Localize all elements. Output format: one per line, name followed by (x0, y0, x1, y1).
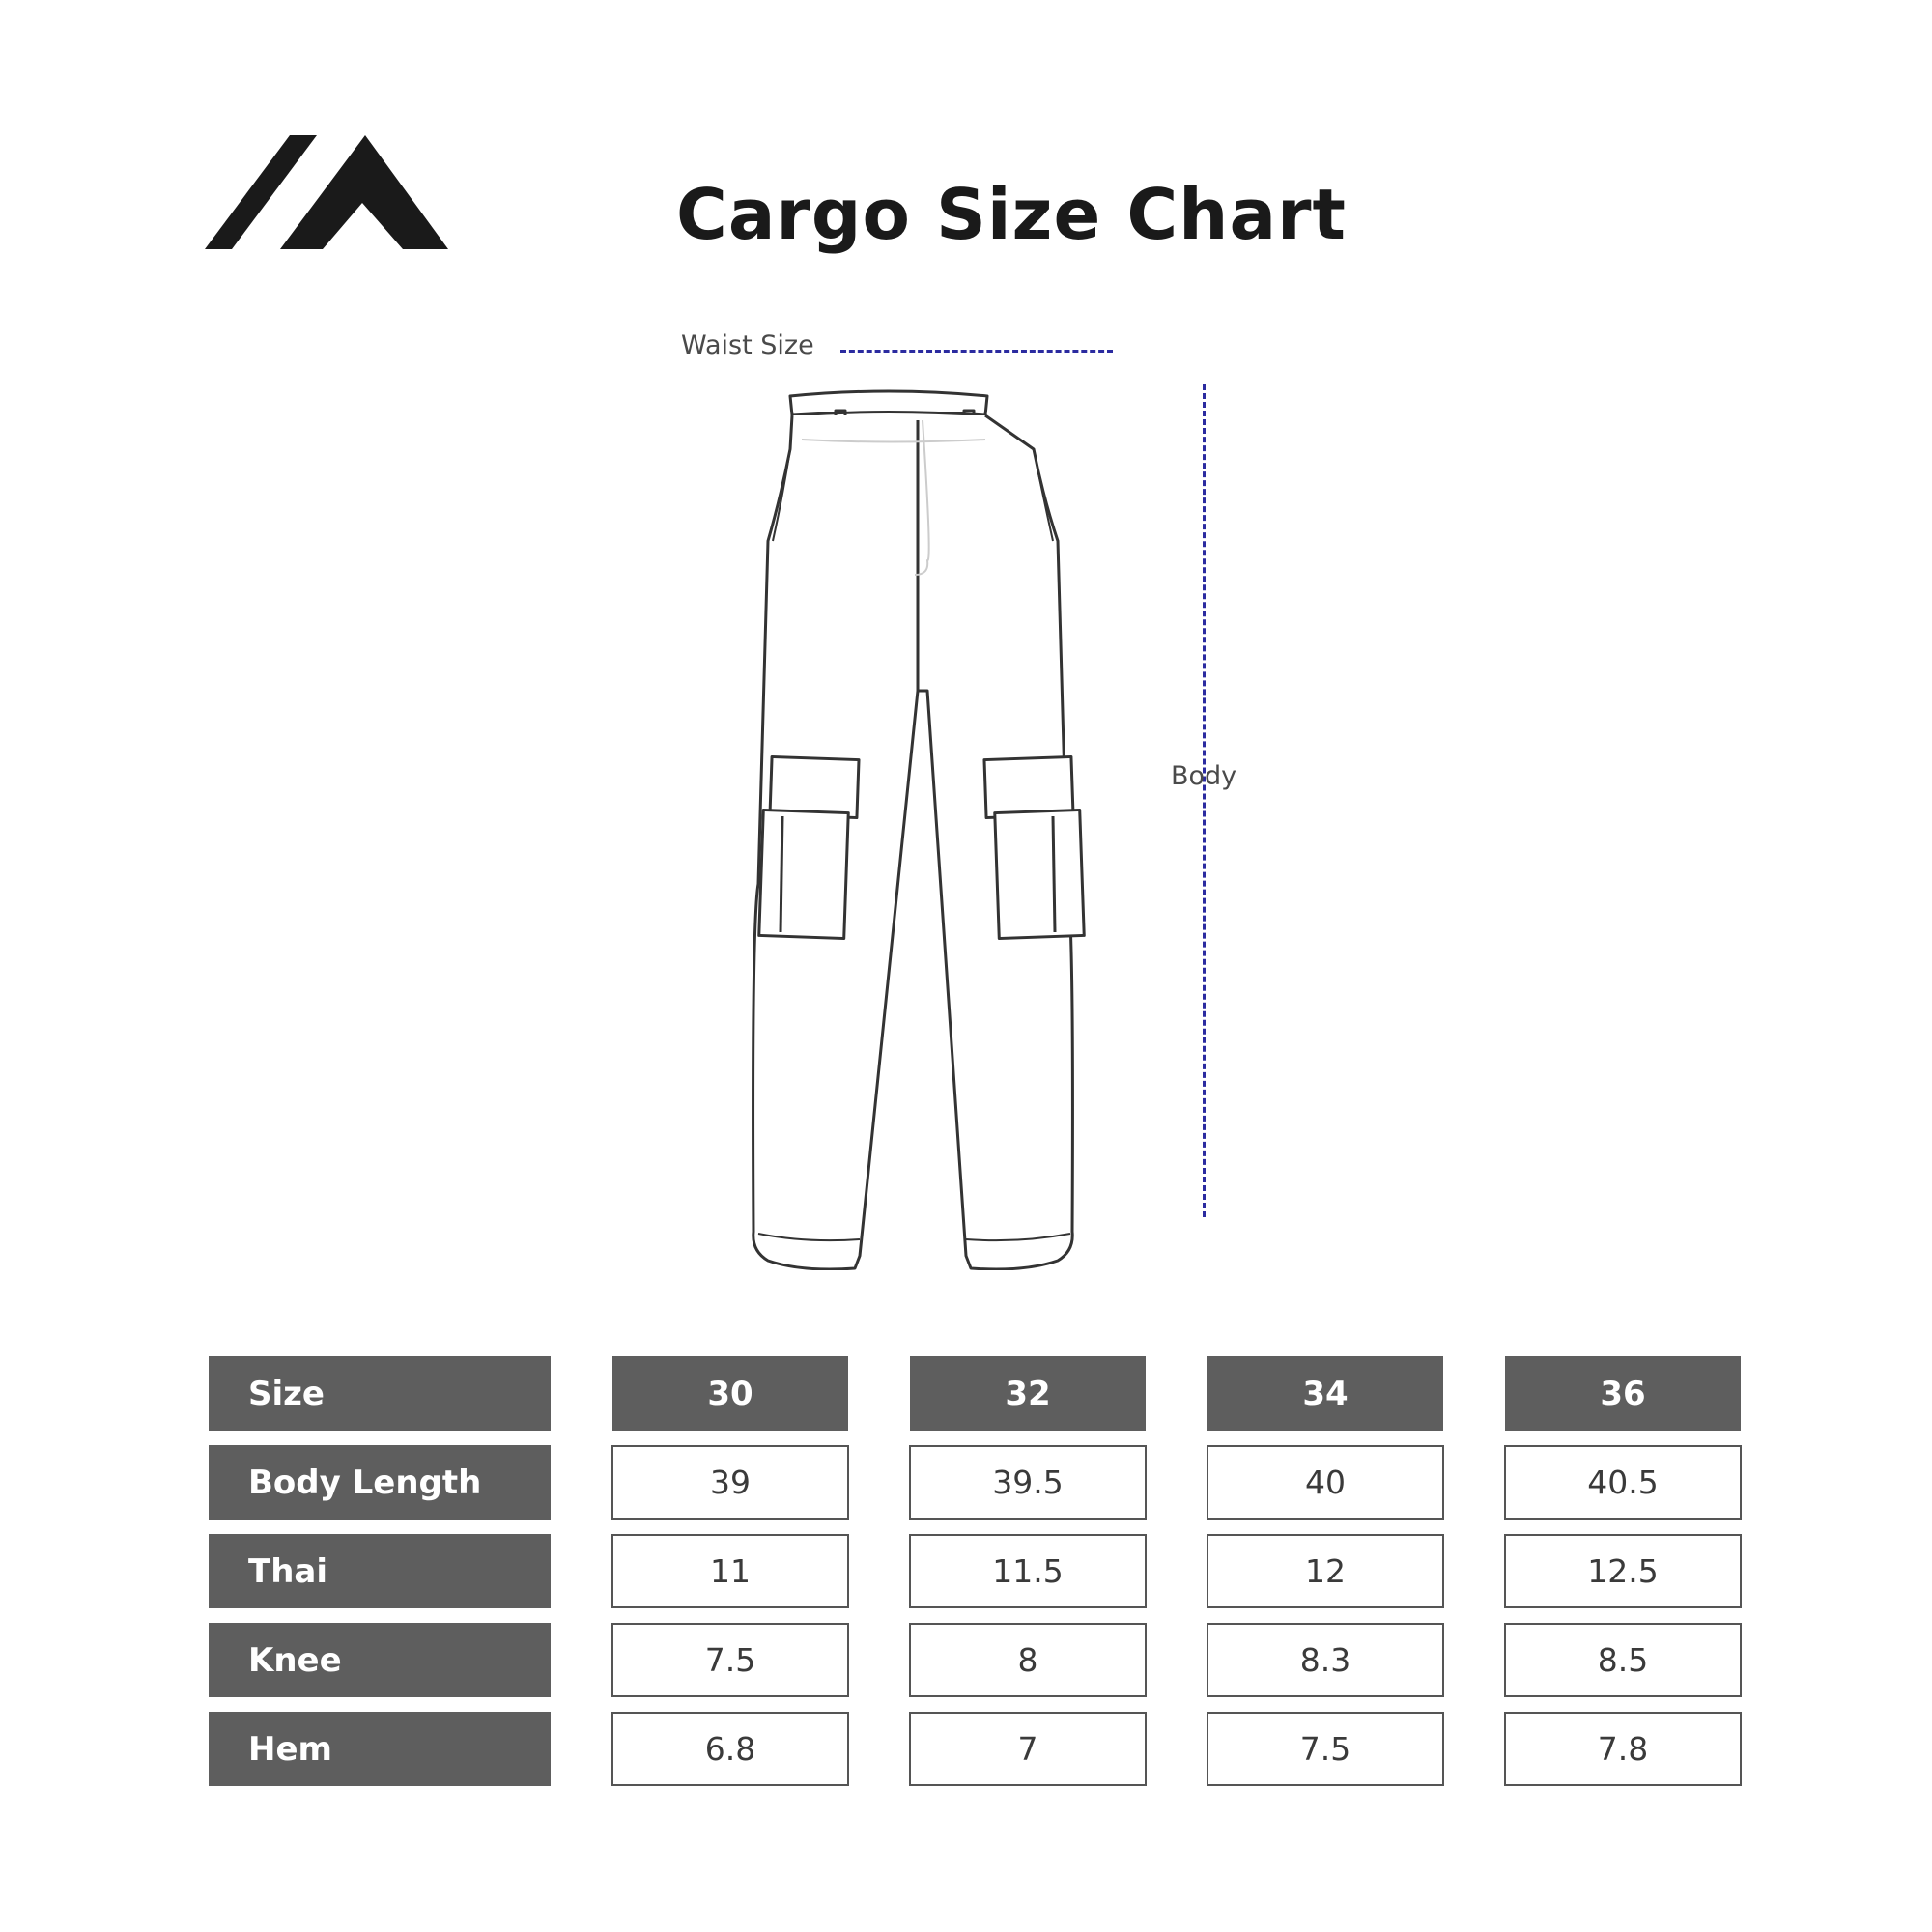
body-label: Body (1171, 761, 1237, 791)
size-header-32: 32 (910, 1356, 1146, 1431)
table-cell: 7 (909, 1712, 1147, 1786)
table-cell: 40.5 (1504, 1445, 1742, 1520)
table-cell: 12.5 (1504, 1534, 1742, 1608)
page-title: Cargo Size Chart (676, 174, 1347, 255)
table-cell: 39.5 (909, 1445, 1147, 1520)
size-header-34: 34 (1208, 1356, 1443, 1431)
row-label-thai: Thai (209, 1534, 551, 1608)
row-label-hem: Hem (209, 1712, 551, 1786)
table-cell: 7.8 (1504, 1712, 1742, 1786)
table-cell: 7.5 (1207, 1712, 1444, 1786)
row-label-body-length: Body Length (209, 1445, 551, 1520)
table-cell: 7.5 (611, 1623, 849, 1697)
table-cell: 12 (1207, 1534, 1444, 1608)
table-cell: 8 (909, 1623, 1147, 1697)
brand-logo-icon (205, 135, 448, 249)
table-cell: 8.3 (1207, 1623, 1444, 1697)
table-cell: 11.5 (909, 1534, 1147, 1608)
size-header-36: 36 (1505, 1356, 1741, 1431)
cargo-pants-illustration (715, 382, 1140, 1270)
table-cell: 39 (611, 1445, 849, 1520)
row-label-knee: Knee (209, 1623, 551, 1697)
waist-size-label: Waist Size (681, 330, 814, 360)
body-measure-line (1203, 384, 1206, 1217)
waist-measure-line (840, 350, 1113, 353)
size-header-label: Size (209, 1356, 551, 1431)
table-cell: 8.5 (1504, 1623, 1742, 1697)
table-cell: 11 (611, 1534, 849, 1608)
table-cell: 6.8 (611, 1712, 849, 1786)
table-cell: 40 (1207, 1445, 1444, 1520)
size-header-30: 30 (612, 1356, 848, 1431)
